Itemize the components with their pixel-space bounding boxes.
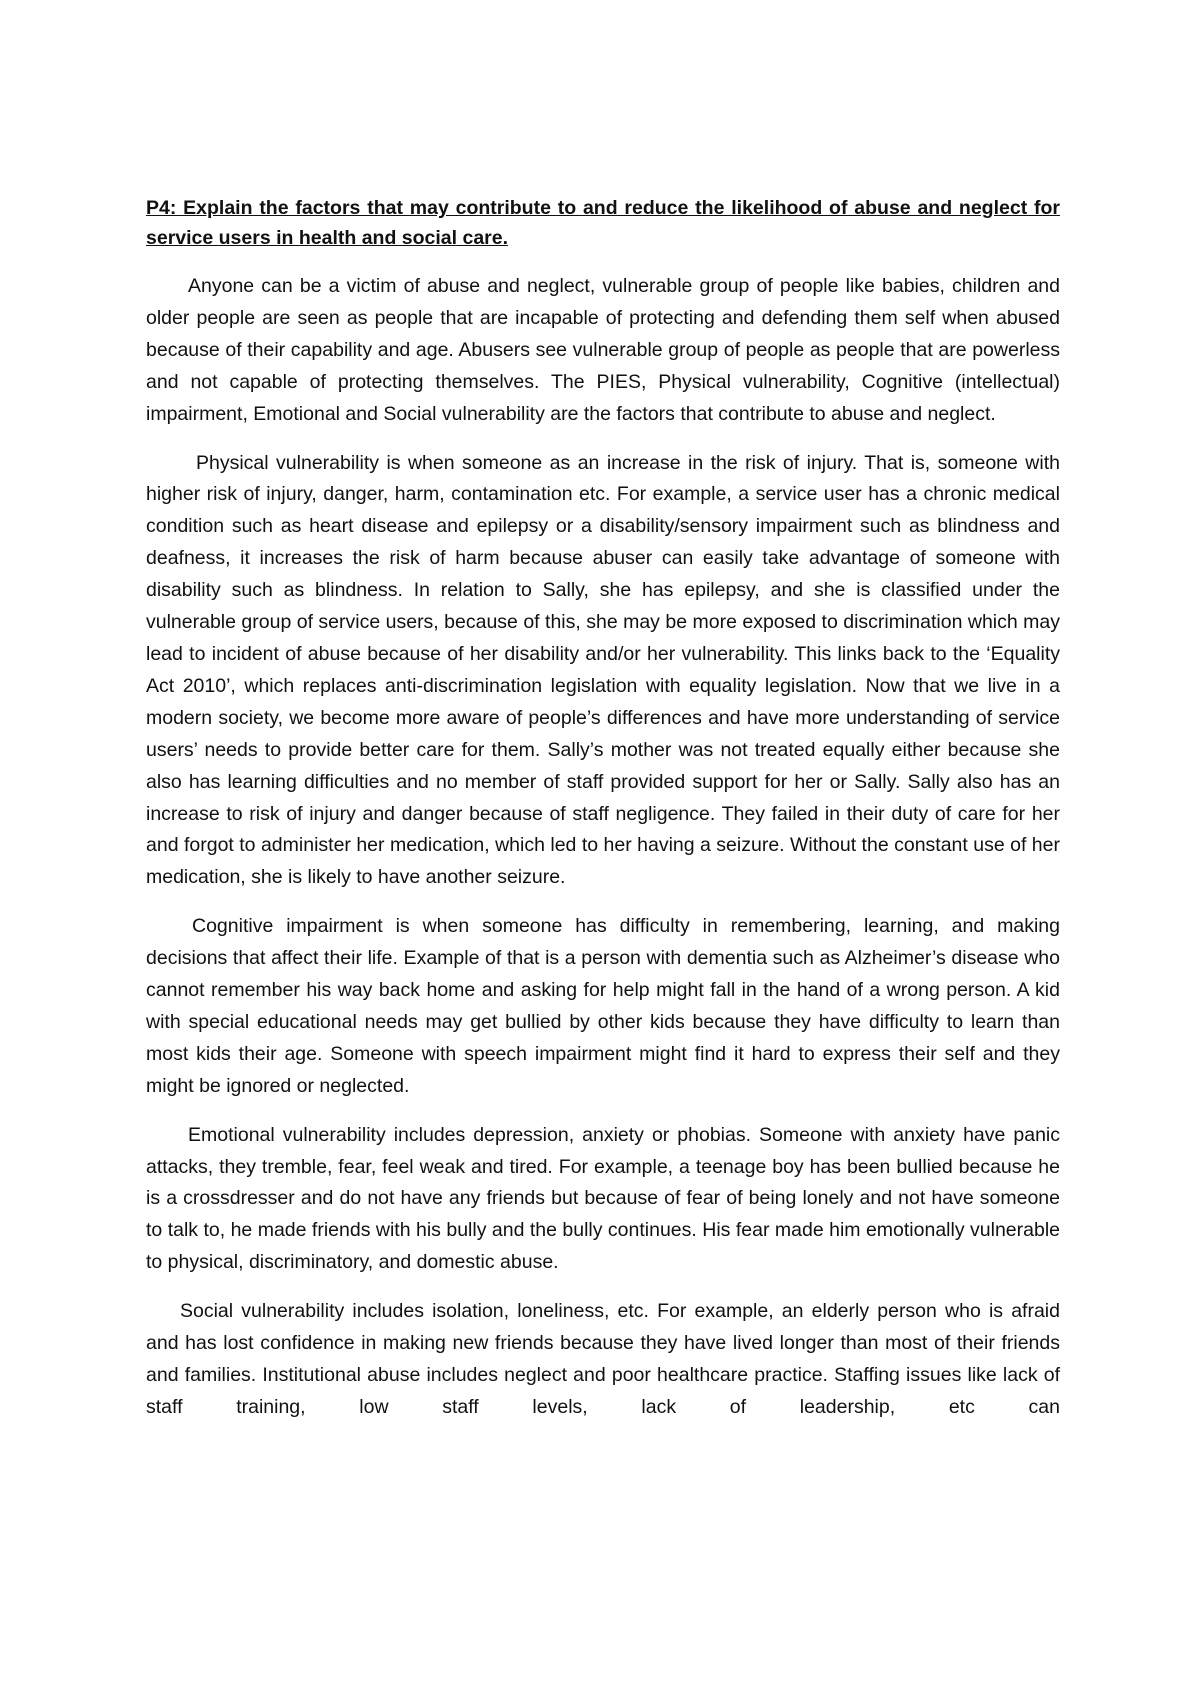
paragraph-cognitive-impairment: Cognitive impairment is when someone has difficulty in remembering, learning, and making decisions that affect their life. Example of that is a person with dementia such as Alzheimer’s disease who cannot remember his way back home and asking for help might fall in the hand of a wrong person. A kid with special educational needs may get bullied by other kids because they have difficulty to learn than most kids their age. Someone with speech impairment might find it hard to express their self and they might be ignored or neglected. [146, 915, 1060, 1097]
document-page [146, 193, 1060, 1441]
paragraph-emotional-vulnerability: Emotional vulnerability includes depression, anxiety or phobias. Someone with anxiety have panic attacks, they tremble, fear, feel weak and tired. For example, a teenage boy has been bullied because he is a crossdresser and do not have any friends but because of fear of being lonely and not have someone to talk to, he made friends with his bully and the bully continues. His fear made him emotionally vulnerable to physical, discriminatory, and domestic abuse. [146, 1123, 1060, 1274]
document-title: P4: Explain the factors that may contribute to and reduce the likelihood of abuse and neglect for service users in health and social care. [146, 197, 1060, 249]
paragraph-physical-vulnerability: Physical vulnerability is when someone as an increase in the risk of injury. That is, someone with higher risk of injury, danger, harm, contamination etc. For example, a service user has a chronic medical condition such as heart disease and epilepsy or a disability/sensory impairment such as blindness and deafness, it increases the risk of harm because abuser can easily take advantage of someone with disability such as blindness. In relation to Sally, she has epilepsy, and she is classified under the vulnerable group of service users, because of this, she may be more exposed to discrimination which may lead to incident of abuse because of her disability and/or her vulnerability. This links back to the ‘Equality Act 2010’, which replaces anti-discrimination legislation with equality legislation. Now that we live in a modern society, we become more aware of people’s differences and have more understanding of service users’ needs to provide better care for them. Sally’s mother was not treated equally either because she also has learning difficulties and no member of staff provided support for her or Sally. Sally also has an increase to risk of injury and danger because of staff negligence. They failed in their duty of care for her and forgot to administer her medication, which led to her having a seizure. Without the constant use of her medication, she is likely to have another seizure. [146, 451, 1060, 889]
paragraph-social-vulnerability: Social vulnerability includes isolation, loneliness, etc. For example, an elderly person who is afraid and has lost confidence in making new friends because they have lived longer than most of their friends and families. Institutional abuse includes neglect and poor healthcare practice. Staffing issues like lack of staff training, low staff levels, lack of leadership, etc can [146, 1300, 1060, 1418]
paragraph-introduction: Anyone can be a victim of abuse and neglect, vulnerable group of people like babies, children and older people are seen as people that are incapable of protecting and defending them self when abused because of their capability and age. Abusers see vulnerable group of people as people that are powerless and not capable of protecting themselves. The PIES, Physical vulnerability, Cognitive (intellectual) impairment, Emotional and Social vulnerability are the factors that contribute to abuse and neglect. [146, 275, 1060, 425]
